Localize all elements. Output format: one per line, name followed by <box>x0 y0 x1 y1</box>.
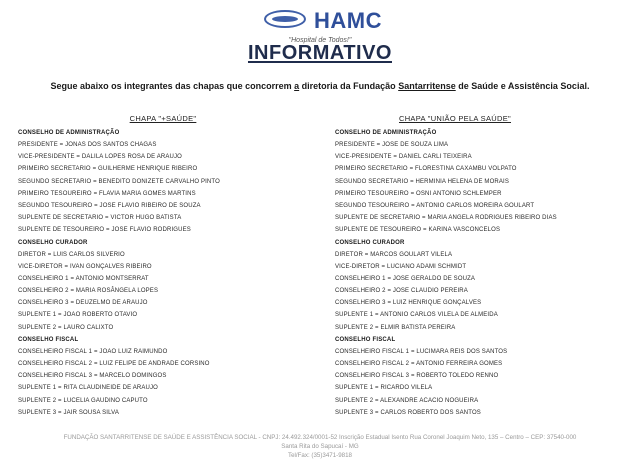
member-row: SUPLENTE 2 = LUCELIA GAUDINO CAPUTO <box>18 397 148 404</box>
member-row: CONSELHEIRO 2 = JOSE CLAUDIO PEREIRA <box>335 288 468 295</box>
section-title: CONSELHO CURADOR <box>18 239 88 246</box>
member-row: PRIMEIRO TESOUREIRO = FLAVIA MARIA GOMES MARTINS <box>18 190 196 197</box>
chapa-mais-saude <box>18 114 308 419</box>
member-row: PRESIDENTE = JOSE DE SOUZA LIMA <box>335 142 449 148</box>
member-row: PRIMEIRO SECRETARIO = GUILHERME HENRIQUE RIBEIRO <box>18 166 198 173</box>
footer <box>0 433 640 460</box>
member-row: SEGUNDO SECRETARIO = BENEDITO DONIZETE CARVALHO PINTO <box>18 178 220 185</box>
member-row: SUPLENTE 1 = RITA CLAUDINEIDE DE ARAUJO <box>18 385 158 392</box>
member-row: CONSELHEIRO 2 = MARIA ROSÂNGELA LOPES <box>18 288 159 295</box>
hospital-emblem-icon <box>264 10 306 28</box>
section-title: CONSELHO CURADOR <box>335 239 405 246</box>
member-row: CONSELHEIRO FISCAL 3 = ROBERTO TOLEDO RENNO <box>335 373 499 380</box>
section-title: CONSELHO FISCAL <box>335 336 396 343</box>
member-row: CONSELHEIRO FISCAL 2 = ANTONIO FERREIRA GOMES <box>335 361 503 367</box>
member-row: SUPLENTE 3 = CARLOS ROBERTO DOS SANTOS <box>335 409 481 416</box>
tagline: "Hospital de Todos!" <box>288 37 352 44</box>
section-conselho-curador <box>335 237 630 334</box>
member-row: CONSELHEIRO 3 = LUIZ HENRIQUE GONÇALVES <box>335 300 482 307</box>
section-title: CONSELHO DE ADMINISTRAÇÃO <box>18 130 120 136</box>
member-row: SUPLENTE 2 = ELMIR BATISTA PEREIRA <box>335 324 456 331</box>
member-row: CONSELHEIRO 3 = DEUZELMO DE ARAUJO <box>18 300 148 307</box>
member-row: SEGUNDO SECRETARIO = HERMINIA HELENA DE MORAIS <box>335 178 509 185</box>
section-conselho-fiscal <box>18 334 308 419</box>
member-row: VICE-DIRETOR = LUCIANO ADAMI SCHMIDT <box>335 263 467 270</box>
section-conselho-administracao <box>18 127 308 237</box>
section-title: CONSELHO DE ADMINISTRAÇÃO <box>335 130 437 136</box>
member-row: CONSELHEIRO FISCAL 3 = MARCELO DOMINGOS <box>18 373 167 380</box>
footer-phone: Tel/Fax: (35)3471-9818 <box>288 452 352 459</box>
member-row: SEGUNDO TESOUREIRO = JOSE FLAVIO RIBEIRO DE SOUZA <box>18 202 201 209</box>
chapa-title: CHAPA "+SAÚDE" <box>129 114 197 123</box>
chapa-title: CHAPA "UNIÃO PELA SAÚDE" <box>398 114 511 123</box>
section-conselho-curador <box>18 237 308 334</box>
member-row: SUPLENTE DE SECRETARIO = VICTOR HUGO BATISTA <box>18 215 182 222</box>
member-row: SUPLENTE 1 = ANTONIO CARLOS VILELA DE ALMEIDA <box>335 312 498 319</box>
member-row: SUPLENTE DE TESOUREIRO = JOSE FLAVIO RODRIGUES <box>18 227 191 234</box>
member-row: SUPLENTE 1 = RICARDO VILELA <box>335 385 433 392</box>
member-row: SUPLENTE 3 = JAIR SOUSA SILVA <box>18 409 119 416</box>
member-row: CONSELHEIRO FISCAL 1 = LUCIMARA REIS DOS SANTOS <box>335 348 508 355</box>
member-row: CONSELHEIRO 1 = ANTONIO MONTSERRAT <box>18 275 149 282</box>
member-row: DIRETOR = LUIS CARLOS SILVERIO <box>18 251 125 258</box>
section-conselho-administracao <box>335 127 630 237</box>
member-row: SEGUNDO TESOUREIRO = ANTONIO CARLOS MOREIRA GOULART <box>335 202 535 209</box>
intro-text: Segue abaixo os integrantes das chapas que concorrem a diretoria da Fundação Santarritense de Saúde e Assistência Social. <box>50 81 590 91</box>
page-title: INFORMATIVO <box>247 42 392 64</box>
logo-text: HAMC <box>314 8 382 33</box>
member-row: CONSELHEIRO FISCAL 2 = LUIZ FELIPE DE ANDRADE CORSINO <box>18 361 210 367</box>
member-row: SUPLENTE 2 = ALEXANDRE ACACIO NOGUEIRA <box>335 397 479 404</box>
member-row: CONSELHEIRO 1 = JOSE GERALDO DE SOUZA <box>335 275 476 282</box>
member-row: SUPLENTE DE SECRETARIO = MARIA ANGELA RODRIGUES RIBEIRO DIAS <box>335 215 557 222</box>
footer-address: FUNDAÇÃO SANTARRITENSE DE SAÚDE E ASSISTÊNCIA SOCIAL - CNPJ: 24.492.324/0001-52 Inscrição Estadual Isento Rua Coronel Joaquim Neto, 135 – Centro – CEP: 37540-000 <box>63 434 577 441</box>
member-row: VICE-PRESIDENTE = DALILA LOPES ROSA DE ARAUJO <box>18 154 182 161</box>
member-row: SUPLENTE DE TESOUREIRO = KARINA VASCONCELOS <box>335 227 501 234</box>
header <box>0 4 640 44</box>
member-row: PRIMEIRO TESOUREIRO = OSNI ANTONIO SCHLEMPER <box>335 190 502 197</box>
member-row: PRIMEIRO SECRETARIO = FLORESTINA CAXAMBU VOLPATO <box>335 166 517 173</box>
member-row: VICE-PRESIDENTE = DANIEL CARLI TEIXEIRA <box>335 154 472 161</box>
footer-city: Santa Rita do Sapucaí - MG <box>281 443 359 450</box>
member-row: SUPLENTE 2 = LAURO CALIXTO <box>18 324 114 331</box>
member-row: PRESIDENTE = JONAS DOS SANTOS CHAGAS <box>18 142 157 148</box>
member-row: VICE-DIRETOR = IVAN GONÇALVES RIBEIRO <box>18 263 152 270</box>
member-row: SUPLENTE 1 = JOAO ROBERTO OTAVIO <box>18 312 138 319</box>
chapa-uniao-pela-saude <box>335 114 630 419</box>
section-title: CONSELHO FISCAL <box>18 336 79 343</box>
section-conselho-fiscal <box>335 334 630 419</box>
member-row: DIRETOR = MARCOS GOULART VILELA <box>335 251 453 258</box>
hamc-logo <box>262 7 422 41</box>
member-row: CONSELHEIRO FISCAL 1 = JOAO LUIZ RAIMUNDO <box>18 348 168 355</box>
